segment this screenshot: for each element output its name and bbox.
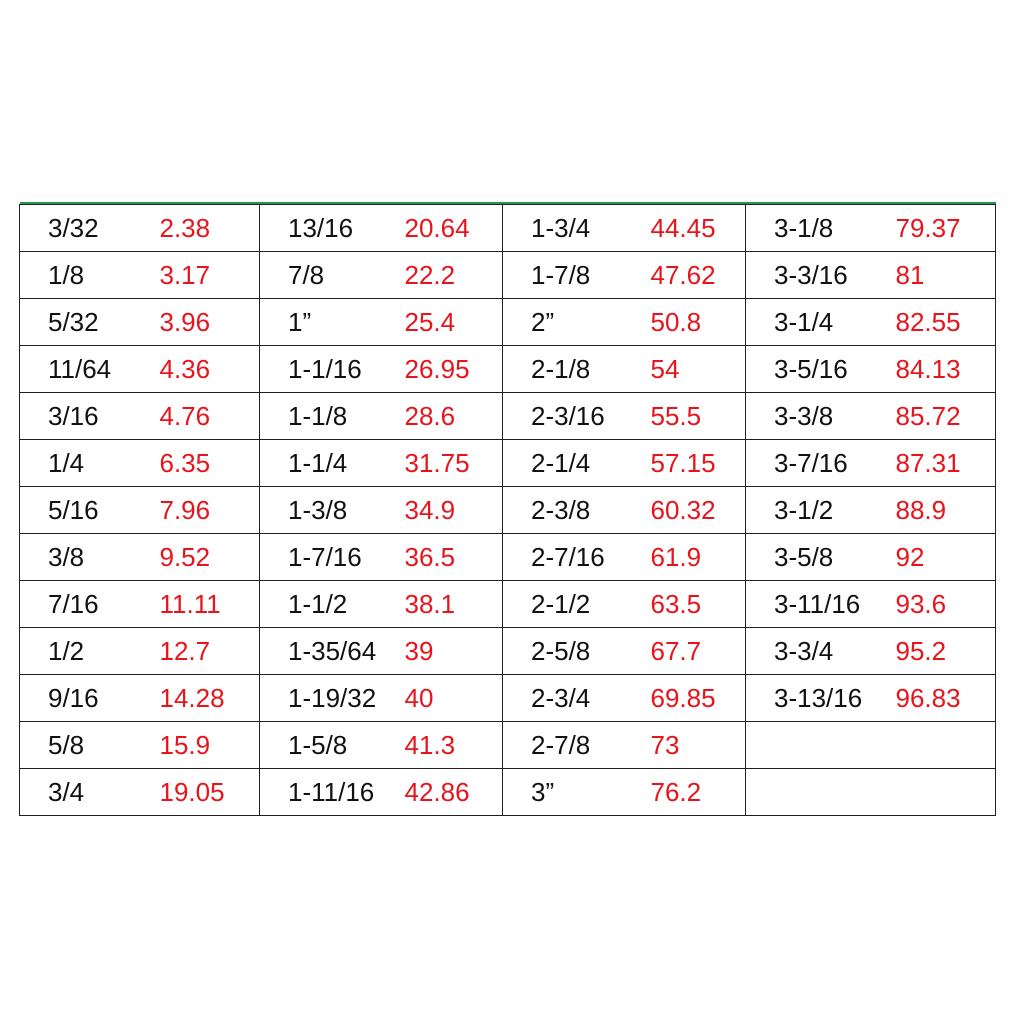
inch-size-cell: 3-11/16: [746, 581, 896, 628]
mm-value-cell: 47.62: [651, 252, 746, 299]
mm-value-cell: 61.9: [651, 534, 746, 581]
mm-value-cell: 67.7: [651, 628, 746, 675]
inch-to-mm-conversion-table: [19, 204, 996, 816]
inch-size-cell: 2-5/8: [503, 628, 651, 675]
table-row: [20, 346, 996, 393]
mm-value-cell: 7.96: [160, 487, 260, 534]
inch-size-cell: 1-11/16: [260, 769, 405, 816]
mm-value-cell: 38.1: [405, 581, 503, 628]
mm-value-cell: 28.6: [405, 393, 503, 440]
mm-value-cell: 54: [651, 346, 746, 393]
inch-size-cell: 9/16: [20, 675, 160, 722]
inch-size-cell: 3-13/16: [746, 675, 896, 722]
inch-size-cell: 3-1/8: [746, 205, 896, 252]
inch-size-cell: 2-1/8: [503, 346, 651, 393]
inch-size-cell: 3/32: [20, 205, 160, 252]
mm-value-cell: 93.6: [896, 581, 996, 628]
inch-size-cell: 1-7/8: [503, 252, 651, 299]
mm-value-cell: 4.36: [160, 346, 260, 393]
inch-size-cell: 3”: [503, 769, 651, 816]
inch-size-cell: 2-1/4: [503, 440, 651, 487]
inch-size-cell: 3-5/8: [746, 534, 896, 581]
inch-size-cell: 1/2: [20, 628, 160, 675]
mm-value-cell: 6.35: [160, 440, 260, 487]
inch-size-cell: 5/8: [20, 722, 160, 769]
mm-value-cell: 20.64: [405, 205, 503, 252]
mm-value-cell: 96.83: [896, 675, 996, 722]
mm-value-cell: 25.4: [405, 299, 503, 346]
inch-size-cell: [746, 769, 896, 816]
table-row: [20, 722, 996, 769]
table-row: [20, 440, 996, 487]
mm-value-cell: 3.17: [160, 252, 260, 299]
inch-size-cell: 3/16: [20, 393, 160, 440]
mm-value-cell: 76.2: [651, 769, 746, 816]
inch-size-cell: 1”: [260, 299, 405, 346]
inch-size-cell: 1-3/4: [503, 205, 651, 252]
table-row: [20, 628, 996, 675]
table-row: [20, 487, 996, 534]
table-body: [20, 205, 996, 816]
mm-value-cell: 60.32: [651, 487, 746, 534]
inch-size-cell: 2-3/8: [503, 487, 651, 534]
mm-value-cell: 39: [405, 628, 503, 675]
mm-value-cell: 3.96: [160, 299, 260, 346]
mm-value-cell: 26.95: [405, 346, 503, 393]
inch-size-cell: 3-3/8: [746, 393, 896, 440]
inch-size-cell: 13/16: [260, 205, 405, 252]
mm-value-cell: 69.85: [651, 675, 746, 722]
mm-value-cell: 22.2: [405, 252, 503, 299]
table-row: [20, 299, 996, 346]
mm-value-cell: 34.9: [405, 487, 503, 534]
mm-value-cell: 87.31: [896, 440, 996, 487]
mm-value-cell: 81: [896, 252, 996, 299]
mm-value-cell: 63.5: [651, 581, 746, 628]
mm-value-cell: 50.8: [651, 299, 746, 346]
inch-size-cell: 2-3/16: [503, 393, 651, 440]
inch-size-cell: 11/64: [20, 346, 160, 393]
inch-size-cell: 1-1/16: [260, 346, 405, 393]
mm-value-cell: 11.11: [160, 581, 260, 628]
mm-value-cell: 84.13: [896, 346, 996, 393]
inch-size-cell: 2”: [503, 299, 651, 346]
inch-size-cell: 3-5/16: [746, 346, 896, 393]
mm-value-cell: 44.45: [651, 205, 746, 252]
mm-value-cell: [896, 769, 996, 816]
inch-size-cell: 1-1/8: [260, 393, 405, 440]
table-row: [20, 393, 996, 440]
table-row: [20, 205, 996, 252]
table-row: [20, 534, 996, 581]
inch-size-cell: 2-1/2: [503, 581, 651, 628]
inch-size-cell: 3-3/4: [746, 628, 896, 675]
inch-size-cell: 3-1/2: [746, 487, 896, 534]
inch-size-cell: 2-7/16: [503, 534, 651, 581]
mm-value-cell: 36.5: [405, 534, 503, 581]
inch-size-cell: 1/8: [20, 252, 160, 299]
mm-value-cell: [896, 722, 996, 769]
inch-size-cell: 1-1/4: [260, 440, 405, 487]
inch-size-cell: 3-3/16: [746, 252, 896, 299]
inch-size-cell: 3/4: [20, 769, 160, 816]
mm-value-cell: 41.3: [405, 722, 503, 769]
inch-size-cell: 5/16: [20, 487, 160, 534]
mm-value-cell: 14.28: [160, 675, 260, 722]
inch-size-cell: 1-5/8: [260, 722, 405, 769]
mm-value-cell: 9.52: [160, 534, 260, 581]
mm-value-cell: 95.2: [896, 628, 996, 675]
inch-size-cell: 7/16: [20, 581, 160, 628]
mm-value-cell: 4.76: [160, 393, 260, 440]
mm-value-cell: 82.55: [896, 299, 996, 346]
mm-value-cell: 40: [405, 675, 503, 722]
mm-value-cell: 2.38: [160, 205, 260, 252]
inch-size-cell: 7/8: [260, 252, 405, 299]
mm-value-cell: 19.05: [160, 769, 260, 816]
inch-size-cell: 1-3/8: [260, 487, 405, 534]
mm-value-cell: 12.7: [160, 628, 260, 675]
inch-size-cell: 2-3/4: [503, 675, 651, 722]
mm-value-cell: 85.72: [896, 393, 996, 440]
table-row: [20, 252, 996, 299]
mm-value-cell: 15.9: [160, 722, 260, 769]
mm-value-cell: 31.75: [405, 440, 503, 487]
inch-size-cell: 1-1/2: [260, 581, 405, 628]
table-row: [20, 675, 996, 722]
inch-size-cell: 1-19/32: [260, 675, 405, 722]
inch-size-cell: 5/32: [20, 299, 160, 346]
inch-size-cell: 3-7/16: [746, 440, 896, 487]
inch-size-cell: 2-7/8: [503, 722, 651, 769]
table-row: [20, 581, 996, 628]
inch-size-cell: 1-7/16: [260, 534, 405, 581]
mm-value-cell: 55.5: [651, 393, 746, 440]
inch-size-cell: 3-1/4: [746, 299, 896, 346]
mm-value-cell: 73: [651, 722, 746, 769]
mm-value-cell: 57.15: [651, 440, 746, 487]
mm-value-cell: 92: [896, 534, 996, 581]
inch-size-cell: 3/8: [20, 534, 160, 581]
mm-value-cell: 79.37: [896, 205, 996, 252]
mm-value-cell: 88.9: [896, 487, 996, 534]
inch-size-cell: 1-35/64: [260, 628, 405, 675]
mm-value-cell: 42.86: [405, 769, 503, 816]
table-row: [20, 769, 996, 816]
inch-size-cell: 1/4: [20, 440, 160, 487]
inch-size-cell: [746, 722, 896, 769]
